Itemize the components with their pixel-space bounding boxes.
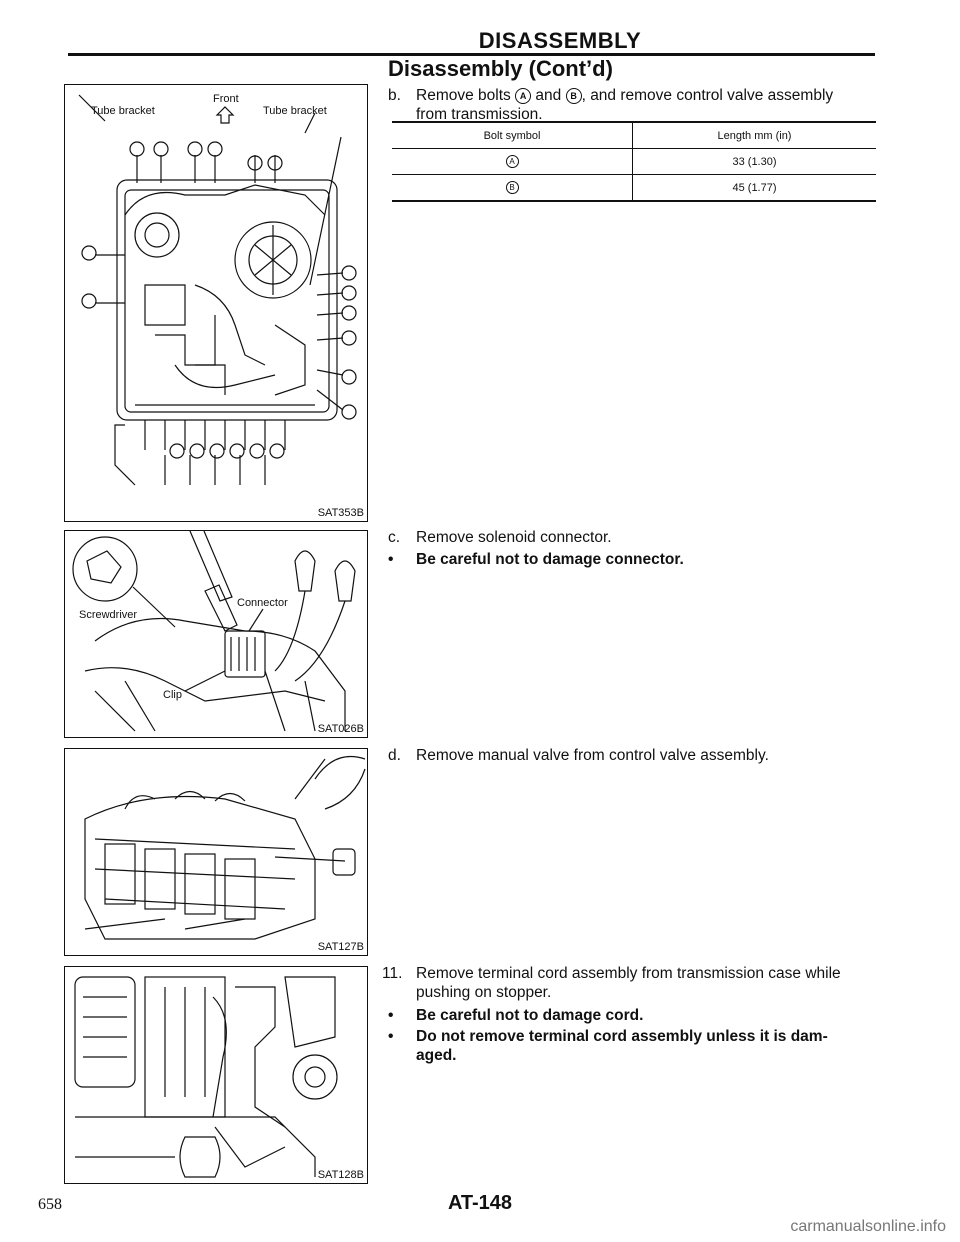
bolt-symbol-a: A (515, 88, 531, 104)
label-connector: Connector (237, 597, 288, 609)
footer-page-number: 658 (38, 1196, 62, 1213)
table-header-length: Length mm (in) (717, 129, 792, 142)
note-11-b-bullet: • (388, 1028, 394, 1045)
note-11-a-bullet: • (388, 1007, 394, 1024)
step-11-label: 11. (382, 965, 403, 982)
figure-code: SAT353B (317, 507, 364, 519)
section-title: Disassembly (Cont’d) (388, 56, 613, 81)
figure-sat353b (64, 84, 368, 522)
note-11-a-text: Be careful not to damage cord. (416, 1007, 644, 1024)
table-symbol-b: B (506, 181, 519, 194)
label-tube-bracket-left: Tube bracket (91, 105, 155, 117)
note-c-bullet: • (388, 551, 394, 568)
table-row (392, 175, 876, 202)
step-11-line1: Remove terminal cord assembly from transmission case while (416, 965, 841, 982)
note-11-b (388, 1027, 888, 1065)
manual-valve-illustration (65, 749, 367, 955)
figure-sat128b (64, 966, 368, 1184)
step-b-text-after: , and remove control valve assembly (581, 87, 834, 104)
step-b-text-line2: from transmission. (416, 106, 543, 123)
note-c (388, 550, 888, 569)
label-front: Front (213, 93, 239, 105)
step-11 (382, 964, 882, 1002)
step-b-text-and: and (535, 87, 562, 104)
solenoid-connector-illustration (65, 531, 367, 737)
figure-sat127b (64, 748, 368, 956)
figure-code: SAT026B (317, 723, 364, 735)
bolt-symbol-b: B (566, 88, 582, 104)
table-row (392, 149, 876, 175)
step-b-label: b. (388, 87, 401, 104)
control-valve-illustration (65, 85, 367, 521)
bolt-length-table (392, 121, 876, 202)
footer-page-code: AT-148 (447, 1192, 513, 1214)
watermark: carmanualsonline.info (790, 1218, 946, 1235)
step-b-text-before: Remove bolts (416, 87, 511, 104)
step-b (388, 86, 888, 124)
label-screwdriver: Screwdriver (79, 609, 138, 621)
table-length-a: 33 (1.30) (732, 155, 777, 168)
table-header-bolt-symbol: Bolt symbol (392, 122, 633, 149)
label-clip: Clip (163, 689, 182, 701)
step-c (388, 528, 888, 547)
note-c-text: Be careful not to damage connector. (416, 551, 684, 568)
table-length-b: 45 (1.77) (732, 181, 777, 194)
step-d-label: d. (388, 747, 401, 764)
step-d (388, 746, 888, 765)
step-11-line2: pushing on stopper. (416, 984, 552, 1001)
step-c-text: Remove solenoid connector. (416, 529, 612, 546)
table-header-row (392, 122, 876, 149)
page-header-title: DISASSEMBLY (478, 28, 642, 53)
terminal-cord-illustration (65, 967, 367, 1183)
step-d-text: Remove manual valve from control valve assembly. (416, 747, 769, 764)
figure-code: SAT127B (317, 941, 364, 953)
step-c-label: c. (388, 529, 401, 546)
table-symbol-a: A (506, 155, 519, 168)
note-11-b-line1: Do not remove terminal cord assembly unless it is dam- (416, 1028, 828, 1045)
figure-code: SAT128B (317, 1169, 364, 1181)
figure-sat026b (64, 530, 368, 738)
note-11-b-line2: aged. (416, 1047, 457, 1064)
note-11-a (388, 1006, 888, 1025)
label-tube-bracket-right: Tube bracket (263, 105, 327, 117)
